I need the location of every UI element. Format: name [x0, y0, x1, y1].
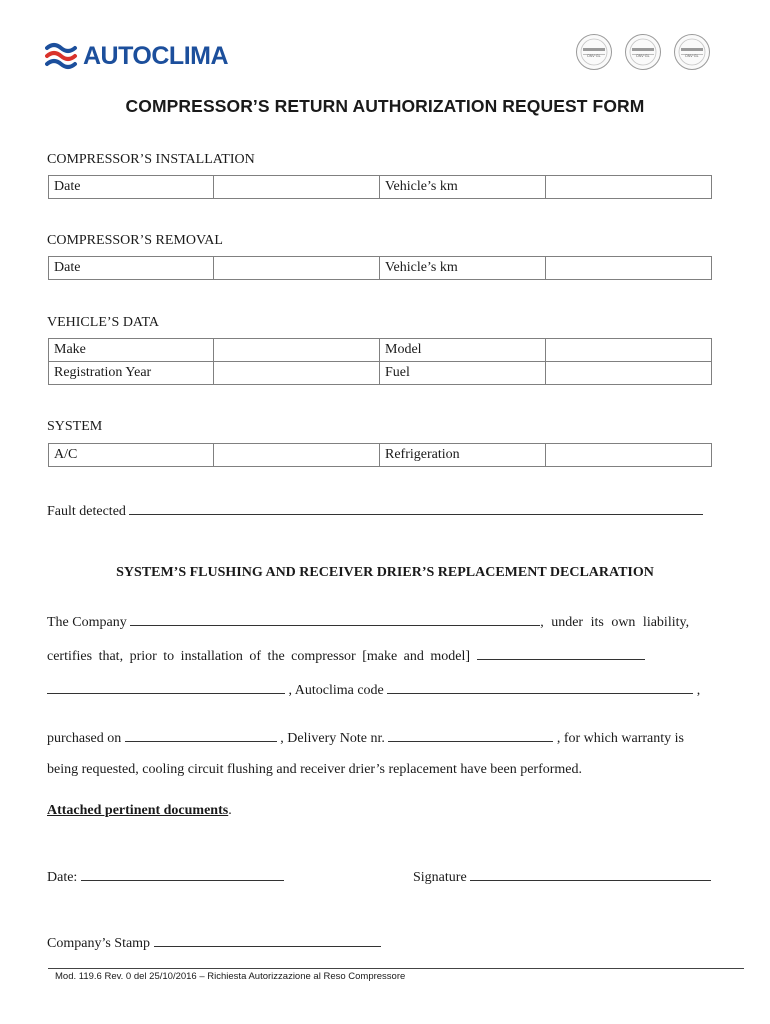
system-ac-label: A/C — [49, 444, 214, 467]
fault-label: Fault detected — [47, 504, 126, 519]
vehicle-fuel-label: Fuel — [380, 362, 546, 385]
certification-label: DNV·GL — [685, 54, 699, 58]
make-model-field[interactable] — [477, 646, 645, 660]
removal-section-label: COMPRESSOR’S REMOVAL — [47, 233, 223, 248]
installation-date-field[interactable] — [214, 176, 380, 199]
certification-seal-icon — [575, 33, 613, 71]
code-suffix: , — [696, 683, 701, 698]
installation-km-field[interactable] — [546, 176, 712, 199]
delivery-note-field[interactable] — [388, 728, 553, 742]
fault-field[interactable] — [129, 501, 703, 515]
system-ac-field[interactable] — [214, 444, 380, 467]
signature-field[interactable] — [470, 867, 711, 881]
waves-icon — [45, 41, 79, 71]
signoff-date-label: Date: — [47, 870, 78, 885]
certification-seal-icon — [673, 33, 711, 71]
vehicle-model-label: Model — [380, 339, 546, 362]
delivery-label: , Delivery Note nr. — [280, 731, 385, 746]
system-refrigeration-field[interactable] — [546, 444, 712, 467]
certification-label: DNV·GL — [587, 54, 601, 58]
vehicle-table — [48, 338, 712, 385]
autoclima-logo — [45, 40, 235, 72]
removal-date-field[interactable] — [214, 257, 380, 280]
code-label: , Autoclima code — [288, 683, 384, 698]
certifies-text: certifies that, prior to installation of the compressor [make and model] — [47, 649, 471, 664]
certification-seal-3 — [673, 33, 711, 71]
attached-documents-label: Attached pertinent documents — [47, 803, 229, 818]
signature-row — [413, 867, 711, 886]
installation-section-label: COMPRESSOR’S INSTALLATION — [47, 152, 255, 167]
autoclima-code-field[interactable] — [387, 680, 693, 694]
vehicle-fuel-field[interactable] — [546, 362, 712, 385]
warranty-suffix: , for which warranty is — [556, 731, 684, 746]
signoff-date-field[interactable] — [81, 867, 284, 881]
vehicle-make-field[interactable] — [214, 339, 380, 362]
signoff-date-row — [47, 867, 284, 886]
installation-km-label: Vehicle’s km — [380, 176, 546, 199]
make-model-continued-field[interactable] — [47, 680, 285, 694]
certification-label: DNV·GL — [636, 54, 650, 58]
attached-documents-suffix: . — [228, 803, 232, 818]
removal-table — [48, 256, 712, 280]
installation-date-label: Date — [49, 176, 214, 199]
declaration-code-line — [47, 680, 700, 699]
system-table — [48, 443, 712, 467]
footer-reference: Mod. 119.6 Rev. 0 del 25/10/2016 – Richiesta Autorizzazione al Reso Compressore — [55, 971, 406, 982]
stamp-row — [47, 933, 381, 952]
declaration-title: SYSTEM’S FLUSHING AND RECEIVER DRIER’S REPLACEMENT DECLARATION — [116, 565, 654, 580]
removal-km-field[interactable] — [546, 257, 712, 280]
system-refrigeration-label: Refrigeration — [380, 444, 546, 467]
removal-km-label: Vehicle’s km — [380, 257, 546, 280]
declaration-certifies-line — [47, 646, 645, 665]
certification-seal-1 — [575, 33, 613, 71]
vehicle-make-label: Make — [49, 339, 214, 362]
brand-name: AUTOCLIMA — [83, 42, 229, 70]
vehicle-section-label: VEHICLE’S DATA — [47, 315, 160, 330]
certification-seal-2 — [624, 33, 662, 71]
attached-documents-note — [47, 803, 232, 819]
stamp-field[interactable] — [154, 933, 381, 947]
signature-label: Signature — [413, 870, 467, 885]
company-name-field[interactable] — [130, 612, 540, 626]
vehicle-year-label: Registration Year — [49, 362, 214, 385]
declaration-company-line — [47, 612, 689, 631]
company-prefix: The Company — [47, 615, 127, 630]
purchased-label: purchased on — [47, 731, 122, 746]
form-title: COMPRESSOR’S RETURN AUTHORIZATION REQUEST FORM — [125, 96, 645, 116]
vehicle-year-field[interactable] — [214, 362, 380, 385]
removal-date-label: Date — [49, 257, 214, 280]
declaration-closing-text: being requested, cooling circuit flushing and receiver drier’s replacement have been performed. — [47, 762, 583, 777]
stamp-label: Company’s Stamp — [47, 936, 151, 951]
certification-seal-icon — [624, 33, 662, 71]
purchased-on-field[interactable] — [125, 728, 277, 742]
vehicle-model-field[interactable] — [546, 339, 712, 362]
system-section-label: SYSTEM — [47, 419, 103, 434]
company-suffix: , under its own liability, — [540, 615, 690, 630]
fault-row — [47, 501, 703, 520]
footer-divider — [48, 968, 744, 969]
installation-table — [48, 175, 712, 199]
declaration-purchase-line — [47, 728, 684, 747]
